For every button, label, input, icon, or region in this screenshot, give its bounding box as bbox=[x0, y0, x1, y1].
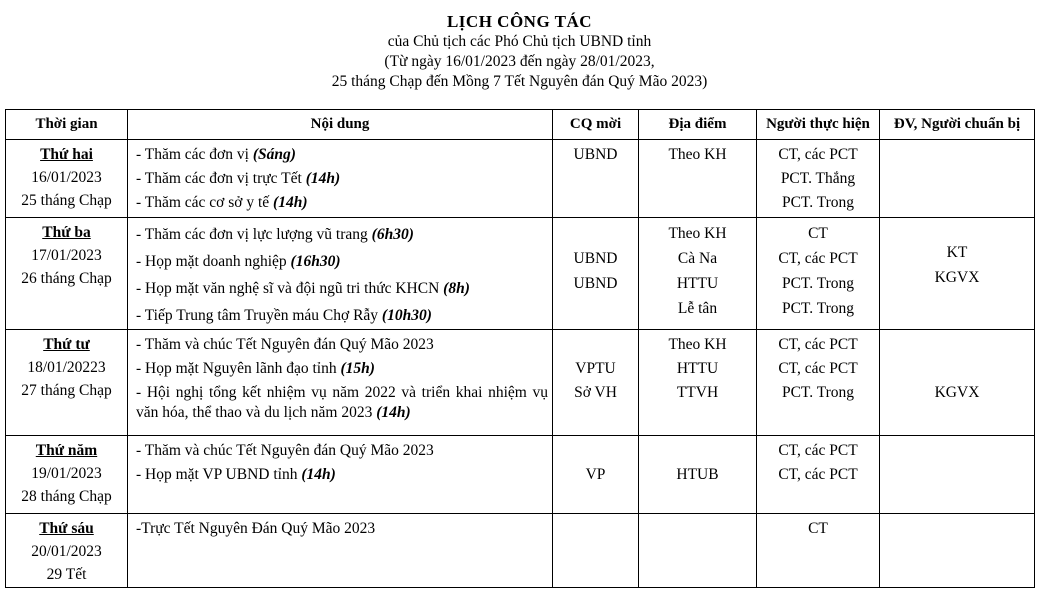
location-cell: HTUB bbox=[639, 436, 757, 514]
column-header-content: Nội dung bbox=[128, 110, 553, 140]
inviting-agency-cell: UBND bbox=[553, 140, 639, 218]
list-item: - Họp mặt doanh nghiệp (16h30) bbox=[136, 253, 341, 270]
inviting-agency-cell: VPTU Sở VH bbox=[553, 330, 639, 436]
time-cell bbox=[6, 514, 128, 588]
document-subtitle: của Chủ tịch các Phó Chủ tịch UBND tỉnh bbox=[387, 33, 652, 50]
list-item: - Họp mặt Nguyên lãnh đạo tỉnh (15h) bbox=[136, 360, 375, 377]
column-header-preparer: ĐV, Người chuẩn bị bbox=[880, 110, 1035, 140]
list-item: - Thăm các đơn vị trực Tết (14h) bbox=[136, 170, 341, 187]
time-cell bbox=[6, 436, 128, 514]
content-cell bbox=[128, 330, 553, 436]
date: 16/01/2023 bbox=[31, 169, 102, 186]
list-item: - Hội nghị tổng kết nhiệm vụ năm 2022 và triển khai nhiệm vụ văn hóa, thể thao và du lịch năm 2023 (14h) bbox=[136, 384, 548, 421]
list-item: - Họp mặt văn nghệ sĩ và đội ngũ tri thức KHCN (8h) bbox=[136, 280, 470, 297]
weekday: Thứ năm bbox=[35, 442, 98, 459]
inviting-agency-cell: VP bbox=[553, 436, 639, 514]
table-row bbox=[6, 330, 1035, 436]
executor-cell: CT, các PCT CT, các PCT PCT. Trong bbox=[757, 330, 880, 436]
list-item: - Thăm các đơn vị (Sáng) bbox=[136, 146, 296, 163]
list-item: - Thăm các đơn vị lực lượng vũ trang (6h30) bbox=[136, 226, 414, 243]
column-header-inviting-agency: CQ mời bbox=[553, 110, 639, 140]
inviting-agency-cell: UBND UBND bbox=[553, 218, 639, 330]
lunar-range: 25 tháng Chạp đến Mồng 7 Tết Nguyên đán Quý Mão 2023) bbox=[331, 73, 708, 90]
list-item: - Tiếp Trung tâm Truyền máu Chợ Rẫy (10h30) bbox=[136, 307, 432, 324]
date: 20/01/2023 bbox=[31, 543, 102, 560]
preparer-cell: KT KGVX bbox=[880, 218, 1035, 330]
document-title: LỊCH CÔNG TÁC bbox=[446, 12, 593, 31]
location-cell: Theo KH HTTU TTVH bbox=[639, 330, 757, 436]
location-cell bbox=[639, 514, 757, 588]
table-row bbox=[6, 436, 1035, 514]
location-cell: Theo KH bbox=[639, 140, 757, 218]
date-range: (Từ ngày 16/01/2023 đến ngày 28/01/2023, bbox=[384, 53, 655, 70]
content-cell bbox=[128, 140, 553, 218]
time-cell bbox=[6, 218, 128, 330]
column-header-location: Địa điểm bbox=[639, 110, 757, 140]
list-item: - Thăm các cơ sở y tế (14h) bbox=[136, 194, 308, 211]
preparer-cell bbox=[880, 514, 1035, 588]
lunar-date: 27 tháng Chạp bbox=[21, 382, 112, 399]
lunar-date: 29 Tết bbox=[46, 566, 87, 583]
weekday: Thứ hai bbox=[40, 146, 93, 163]
weekday: Thứ tư bbox=[43, 336, 90, 353]
executor-cell: CT bbox=[757, 514, 880, 588]
preparer-cell bbox=[880, 436, 1035, 514]
time-cell bbox=[6, 330, 128, 436]
content-cell bbox=[128, 514, 553, 588]
lunar-date: 28 tháng Chạp bbox=[21, 488, 112, 505]
executor-cell: CT CT, các PCT PCT. Trong PCT. Trong bbox=[757, 218, 880, 330]
table-row bbox=[6, 514, 1035, 588]
lunar-date: 26 tháng Chạp bbox=[21, 270, 112, 287]
column-header-executor: Người thực hiện bbox=[757, 110, 880, 140]
list-item: - Họp mặt VP UBND tỉnh (14h) bbox=[136, 466, 336, 483]
preparer-cell: KGVX bbox=[880, 330, 1035, 436]
date: 17/01/2023 bbox=[31, 247, 102, 264]
preparer-cell bbox=[880, 140, 1035, 218]
content-cell bbox=[128, 218, 553, 330]
document-header bbox=[0, 0, 1039, 92]
list-item: -Trực Tết Nguyên Đán Quý Mão 2023 bbox=[136, 520, 376, 537]
table-row bbox=[6, 218, 1035, 330]
column-header-time: Thời gian bbox=[6, 110, 128, 140]
lunar-date: 25 tháng Chạp bbox=[21, 192, 112, 209]
list-item: - Thăm và chúc Tết Nguyên đán Quý Mão 2023 bbox=[136, 336, 434, 353]
list-item: - Thăm và chúc Tết Nguyên đán Quý Mão 2023 bbox=[136, 442, 434, 459]
weekday: Thứ ba bbox=[42, 224, 91, 241]
date: 19/01/2023 bbox=[31, 465, 102, 482]
location-cell: Theo KH Cà Na HTTU Lễ tân bbox=[639, 218, 757, 330]
inviting-agency-cell bbox=[553, 514, 639, 588]
time-cell bbox=[6, 140, 128, 218]
table-row bbox=[6, 140, 1035, 218]
schedule-table bbox=[5, 109, 1035, 588]
weekday: Thứ sáu bbox=[39, 520, 94, 537]
date: 18/01/20223 bbox=[27, 359, 106, 376]
content-cell bbox=[128, 436, 553, 514]
table-header-row bbox=[6, 110, 1035, 140]
executor-cell: CT, các PCT PCT. Thắng PCT. Trong bbox=[757, 140, 880, 218]
executor-cell: CT, các PCT CT, các PCT bbox=[757, 436, 880, 514]
